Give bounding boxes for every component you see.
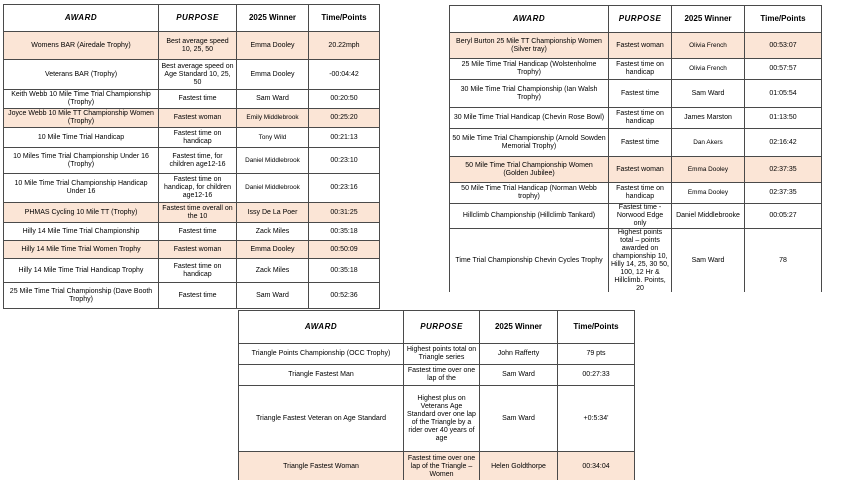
header-time: Time/Points [745, 6, 822, 33]
award-cell: Joyce Webb 10 Mile TT Championship Women (Trophy) [4, 109, 159, 128]
table-row [4, 203, 380, 223]
purpose-cell: Fastest time on handicap, for children age12-16 [159, 174, 237, 203]
winner-text: Emma Dooley [687, 189, 729, 196]
winner-cell: Sam Ward [480, 365, 558, 386]
time-cell: 00:20:50 [309, 90, 380, 109]
winner-cell [672, 59, 745, 80]
time-cell: 02:16:42 [745, 129, 822, 157]
winner-cell: Sam Ward [672, 80, 745, 108]
header-row [4, 5, 380, 32]
purpose-cell: Highest points total – points awarded on championship 10, Hilly 14, 25, 30 50, 100, 12 Hr & Hillclimb. Points, 20 [609, 229, 672, 293]
winner-cell: Emma Dooley [237, 32, 309, 60]
table-row [239, 344, 635, 365]
time-cell: 00:21:13 [309, 128, 380, 148]
table-row [450, 33, 822, 59]
award-cell: Beryl Burton 25 Mile TT Championship Women (Silver tray) [450, 33, 609, 59]
awards-table-2-clip [449, 5, 823, 292]
winner-cell: Daniel Middlebrooke [672, 204, 745, 229]
time-cell: 78 [745, 229, 822, 293]
time-cell: 00:31:25 [309, 203, 380, 223]
table-row [450, 157, 822, 183]
table-row [239, 452, 635, 481]
header-row [450, 6, 822, 33]
purpose-cell: Fastest time on handicap [609, 59, 672, 80]
table-row [4, 174, 380, 203]
award-cell: Triangle Fastest Woman [239, 452, 404, 481]
table-row [4, 223, 380, 241]
time-cell: 00:23:16 [309, 174, 380, 203]
time-cell: 00:35:18 [309, 259, 380, 283]
winner-text: Emily Middlebrook [246, 114, 299, 121]
purpose-cell: Best average speed on Age Standard 10, 25, 50 [159, 60, 237, 90]
purpose-cell: Fastest time, for children age12-16 [159, 148, 237, 174]
table-row [4, 109, 380, 128]
time-cell: 00:23:10 [309, 148, 380, 174]
winner-cell: Emma Dooley [237, 241, 309, 259]
award-cell: Hillclimb Championship (Hillclimb Tankard) [450, 204, 609, 229]
award-cell: 25 Mile Time Trial Championship (Dave Booth Trophy) [4, 283, 159, 309]
header-purpose: PURPOSE [404, 311, 480, 344]
award-cell: Keith Webb 10 Mile Time Trial Championship (Trophy) [4, 90, 159, 109]
time-cell: 00:35:18 [309, 223, 380, 241]
award-cell: 10 Mile Time Trial Championship Handicap Under 16 [4, 174, 159, 203]
purpose-cell: Fastest time on handicap [609, 108, 672, 129]
header-time: Time/Points [558, 311, 635, 344]
awards-table-3-clip [238, 310, 636, 480]
table-row [450, 229, 822, 293]
purpose-cell: Best average speed 10, 25, 50 [159, 32, 237, 60]
award-cell: Hilly 14 Mile Time Trial Women Trophy [4, 241, 159, 259]
award-cell: Triangle Fastest Man [239, 365, 404, 386]
purpose-cell: Fastest time [159, 283, 237, 309]
time-cell: 00:53:07 [745, 33, 822, 59]
purpose-cell: Fastest time [609, 80, 672, 108]
time-cell: -00:04:42 [309, 60, 380, 90]
time-cell: 00:52:36 [309, 283, 380, 309]
winner-cell [237, 109, 309, 128]
time-cell: 00:57:57 [745, 59, 822, 80]
award-cell: 50 Mile Time Trial Handicap (Norman Webb trophy) [450, 183, 609, 204]
purpose-cell: Fastest time overall on the 10 [159, 203, 237, 223]
table-row [4, 259, 380, 283]
award-cell: 25 Mile Time Trial Handicap (Wolstenholme Trophy) [450, 59, 609, 80]
table-row [450, 129, 822, 157]
award-cell: Triangle Fastest Veteran on Age Standard [239, 386, 404, 452]
winner-cell [672, 157, 745, 183]
winner-cell: John Rafferty [480, 344, 558, 365]
award-cell: PHMAS Cycling 10 Mile TT (Trophy) [4, 203, 159, 223]
header-award: AWARD [4, 5, 159, 32]
awards-table-3 [238, 310, 635, 480]
winner-cell: Helen Goldthorpe [480, 452, 558, 481]
purpose-cell: Fastest time on handicap [609, 183, 672, 204]
winner-cell: Sam Ward [237, 283, 309, 309]
purpose-cell: Fastest woman [609, 157, 672, 183]
winner-cell: Zack Miles [237, 259, 309, 283]
time-cell: 20.22mph [309, 32, 380, 60]
award-cell: Time Trial Championship Chevin Cycles Trophy [450, 229, 609, 293]
purpose-cell: Fastest time [159, 90, 237, 109]
purpose-cell: Fastest time - Norwood Edge only [609, 204, 672, 229]
purpose-cell: Fastest time on handicap [159, 259, 237, 283]
table-row [450, 108, 822, 129]
award-cell: 50 Mile Time Trial Championship Women (Golden Jubilee) [450, 157, 609, 183]
table-row [4, 60, 380, 90]
purpose-cell: Fastest woman [609, 33, 672, 59]
purpose-cell: Fastest woman [159, 241, 237, 259]
award-cell: 50 Mile Time Trial Championship (Arnold Sowden Memorial Trophy) [450, 129, 609, 157]
winner-cell [672, 183, 745, 204]
time-cell: 79 pts [558, 344, 635, 365]
table-row [4, 90, 380, 109]
award-cell: 30 Mile Time Trial Handicap (Chevin Rose Bowl) [450, 108, 609, 129]
time-cell: 00:25:20 [309, 109, 380, 128]
table-row [450, 204, 822, 229]
table-row [239, 365, 635, 386]
table-row [4, 241, 380, 259]
awards-table-1 [3, 4, 380, 309]
winner-cell: Sam Ward [672, 229, 745, 293]
purpose-cell: Fastest time [609, 129, 672, 157]
award-cell: Hilly 14 Mile Time Trial Handicap Trophy [4, 259, 159, 283]
table-row [4, 32, 380, 60]
winner-cell: Issy De La Poer [237, 203, 309, 223]
winner-cell: Zack Miles [237, 223, 309, 241]
winner-cell [237, 148, 309, 174]
winner-text: Daniel Middlebrook [245, 156, 300, 164]
header-winner: 2025 Winner [237, 5, 309, 32]
table-row [4, 148, 380, 174]
header-winner: 2025 Winner [480, 311, 558, 344]
award-cell: Hilly 14 Mile Time Trial Championship [4, 223, 159, 241]
purpose-cell: Highest points total on Triangle series [404, 344, 480, 365]
header-purpose: PURPOSE [609, 6, 672, 33]
winner-cell [672, 33, 745, 59]
time-cell: 01:13:50 [745, 108, 822, 129]
winner-text: Daniel Middlebrook [245, 184, 300, 191]
header-award: AWARD [450, 6, 609, 33]
header-row [239, 311, 635, 344]
purpose-cell: Fastest time on handicap [159, 128, 237, 148]
table-row [239, 386, 635, 452]
award-cell: 30 Mile Time Trial Championship (Ian Walsh Trophy) [450, 80, 609, 108]
winner-cell [237, 128, 309, 148]
time-cell: 00:05:27 [745, 204, 822, 229]
time-cell: +0:5:34' [558, 386, 635, 452]
winner-cell: Emma Dooley [237, 60, 309, 90]
table-row [4, 128, 380, 148]
purpose-cell: Fastest time [159, 223, 237, 241]
award-cell: 10 Miles Time Trial Championship Under 16 (Trophy) [4, 148, 159, 174]
table-row [4, 283, 380, 309]
header-purpose: PURPOSE [159, 5, 237, 32]
winner-text: Dan Akers [693, 138, 723, 146]
winner-cell: Sam Ward [480, 386, 558, 452]
time-cell: 00:50:09 [309, 241, 380, 259]
header-time: Time/Points [309, 5, 380, 32]
award-cell: Womens BAR (Airedale Trophy) [4, 32, 159, 60]
header-winner: 2025 Winner [672, 6, 745, 33]
winner-cell [237, 174, 309, 203]
time-cell: 02:37:35 [745, 157, 822, 183]
winner-text: Olivia French [689, 41, 727, 49]
award-cell: Triangle Points Championship (OCC Trophy) [239, 344, 404, 365]
awards-table-2 [449, 5, 822, 292]
purpose-cell: Highest plus on Veterans Age Standard over one lap of the Triangle by a rider over 40 years of age [404, 386, 480, 452]
time-cell: 00:27:33 [558, 365, 635, 386]
purpose-cell: Fastest woman [159, 109, 237, 128]
winner-cell: James Marston [672, 108, 745, 129]
winner-text: Emma Dooley [687, 165, 729, 173]
header-award: AWARD [239, 311, 404, 344]
winner-cell: Sam Ward [237, 90, 309, 109]
time-cell: 01:05:54 [745, 80, 822, 108]
purpose-cell: Fastest time over one lap of the [404, 365, 480, 386]
winner-text: Tony Wild [258, 133, 287, 141]
award-cell: Veterans BAR (Trophy) [4, 60, 159, 90]
award-cell: 10 Mile Time Trial Handicap [4, 128, 159, 148]
time-cell: 02:37:35 [745, 183, 822, 204]
table-row [450, 80, 822, 108]
time-cell: 00:34:04 [558, 452, 635, 481]
winner-cell [672, 129, 745, 157]
purpose-cell: Fastest time over one lap of the Triangle – Women [404, 452, 480, 481]
winner-text: Olivia French [689, 65, 727, 72]
table-row [450, 183, 822, 204]
table-row [450, 59, 822, 80]
